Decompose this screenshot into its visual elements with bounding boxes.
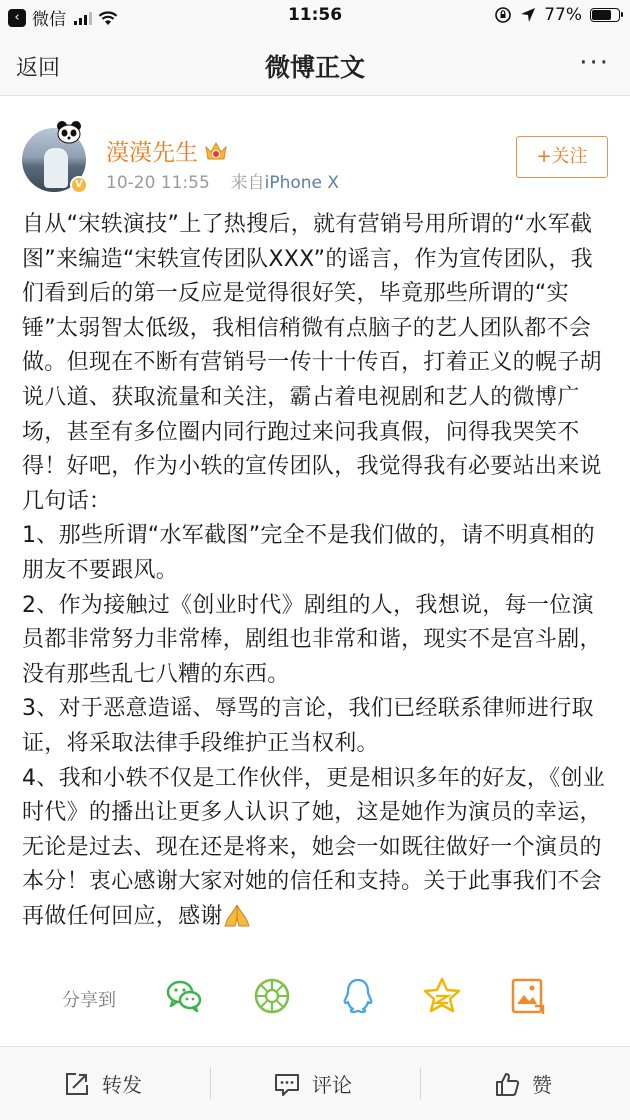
verified-badge-icon: V [70, 176, 88, 194]
post-meta [106, 168, 339, 193]
repost-label: 转发 [102, 1073, 142, 1097]
post-body [22, 208, 612, 934]
source-prefix: 来自 [230, 173, 265, 193]
battery-icon [590, 8, 620, 22]
qq-icon[interactable] [338, 976, 378, 1016]
pray-emoji-icon [223, 903, 251, 927]
comment-button[interactable] [274, 1069, 352, 1098]
clock: 11:56 [287, 5, 343, 25]
thumbs-up-icon [494, 1071, 520, 1097]
battery-percent: 77% [544, 5, 582, 25]
author-name-row[interactable] [106, 134, 228, 167]
save-image-icon[interactable] [508, 976, 548, 1016]
location-icon [520, 7, 536, 23]
qzone-icon[interactable] [422, 976, 462, 1016]
like-label: 赞 [532, 1073, 552, 1097]
carrier-label: 微信 [32, 10, 66, 30]
wechat-icon[interactable] [164, 976, 204, 1016]
back-button[interactable]: 返回 [16, 56, 61, 81]
back-to-app-icon[interactable]: ‹ [8, 9, 26, 27]
repost-button[interactable] [64, 1069, 142, 1098]
moments-icon[interactable] [252, 976, 292, 1016]
share-row [0, 968, 630, 1024]
status-right [494, 5, 620, 25]
repost-icon [64, 1071, 90, 1097]
status-bar [0, 0, 630, 34]
vip-crown-icon [204, 140, 228, 162]
post-paragraph: 自从“宋轶演技”上了热搜后，就有营销号用所谓的“水军截图”来编造“宋轶宣传团队XXX”的谣言，作为宣传团队，我们看到后的第一反应是觉得很好笑，毕竟那些所谓的“实锤”太弱智太低级，我相信稍微有点脑子的艺人团队都不会做。但现在不断有营销号一传十十传百，打着正义的幌子胡说八道、获取流量和关注，霸占着电视剧和艺人的微博广场，甚至有多位圈内同行跑过来问我真假，问得我哭笑不得！好吧，作为小轶的宣传团队，我觉得我有必要站出来说几句话： [22, 212, 602, 514]
more-options-button[interactable]: ··· [579, 48, 610, 78]
post-paragraph-last [22, 762, 612, 935]
action-divider [210, 1067, 211, 1099]
comment-icon [274, 1071, 300, 1097]
author-name[interactable]: 漠漠先生 [106, 140, 198, 166]
post-source[interactable]: iPhone X [264, 173, 340, 193]
action-bar [0, 1047, 630, 1120]
action-divider [420, 1067, 421, 1099]
nav-bar [0, 34, 630, 96]
post-date: 10-20 11:55 [106, 173, 210, 193]
share-label: 分享到 [62, 990, 116, 1011]
panda-icon [54, 120, 84, 144]
follow-button[interactable]: +关注 [516, 136, 608, 178]
orientation-lock-icon [494, 6, 512, 24]
post-paragraph-text: 4、我和小轶不仅是工作伙伴，更是相识多年的好友，《创业时代》的播出让更多人认识了她，这是她作为演员的幸运，无论是过去、现在还是将来，她会一如既往做好一个演员的本分！衷心感谢大家对她的信任和支持。关于此事我们不会再做任何回应，感谢 [22, 765, 606, 929]
post-paragraph: 1、那些所谓“水军截图”完全不是我们做的，请不明真相的朋友不要跟风。 [22, 523, 595, 583]
avatar[interactable] [22, 128, 86, 192]
post-paragraph: 3、对于恶意造谣、辱骂的言论，我们已经联系律师进行取证，将采取法律手段维护正当权利。 [22, 696, 594, 756]
page-title: 微博正文 [264, 53, 365, 82]
post-paragraph: 2、作为接触过《创业时代》剧组的人，我想说，每一位演员都非常努力非常棒，剧组也非常和谐，现实不是宫斗剧，没有那些乱七八糟的东西。 [22, 592, 602, 687]
battery-fill [592, 10, 611, 20]
like-button[interactable] [494, 1069, 552, 1098]
comment-label: 评论 [312, 1073, 352, 1097]
